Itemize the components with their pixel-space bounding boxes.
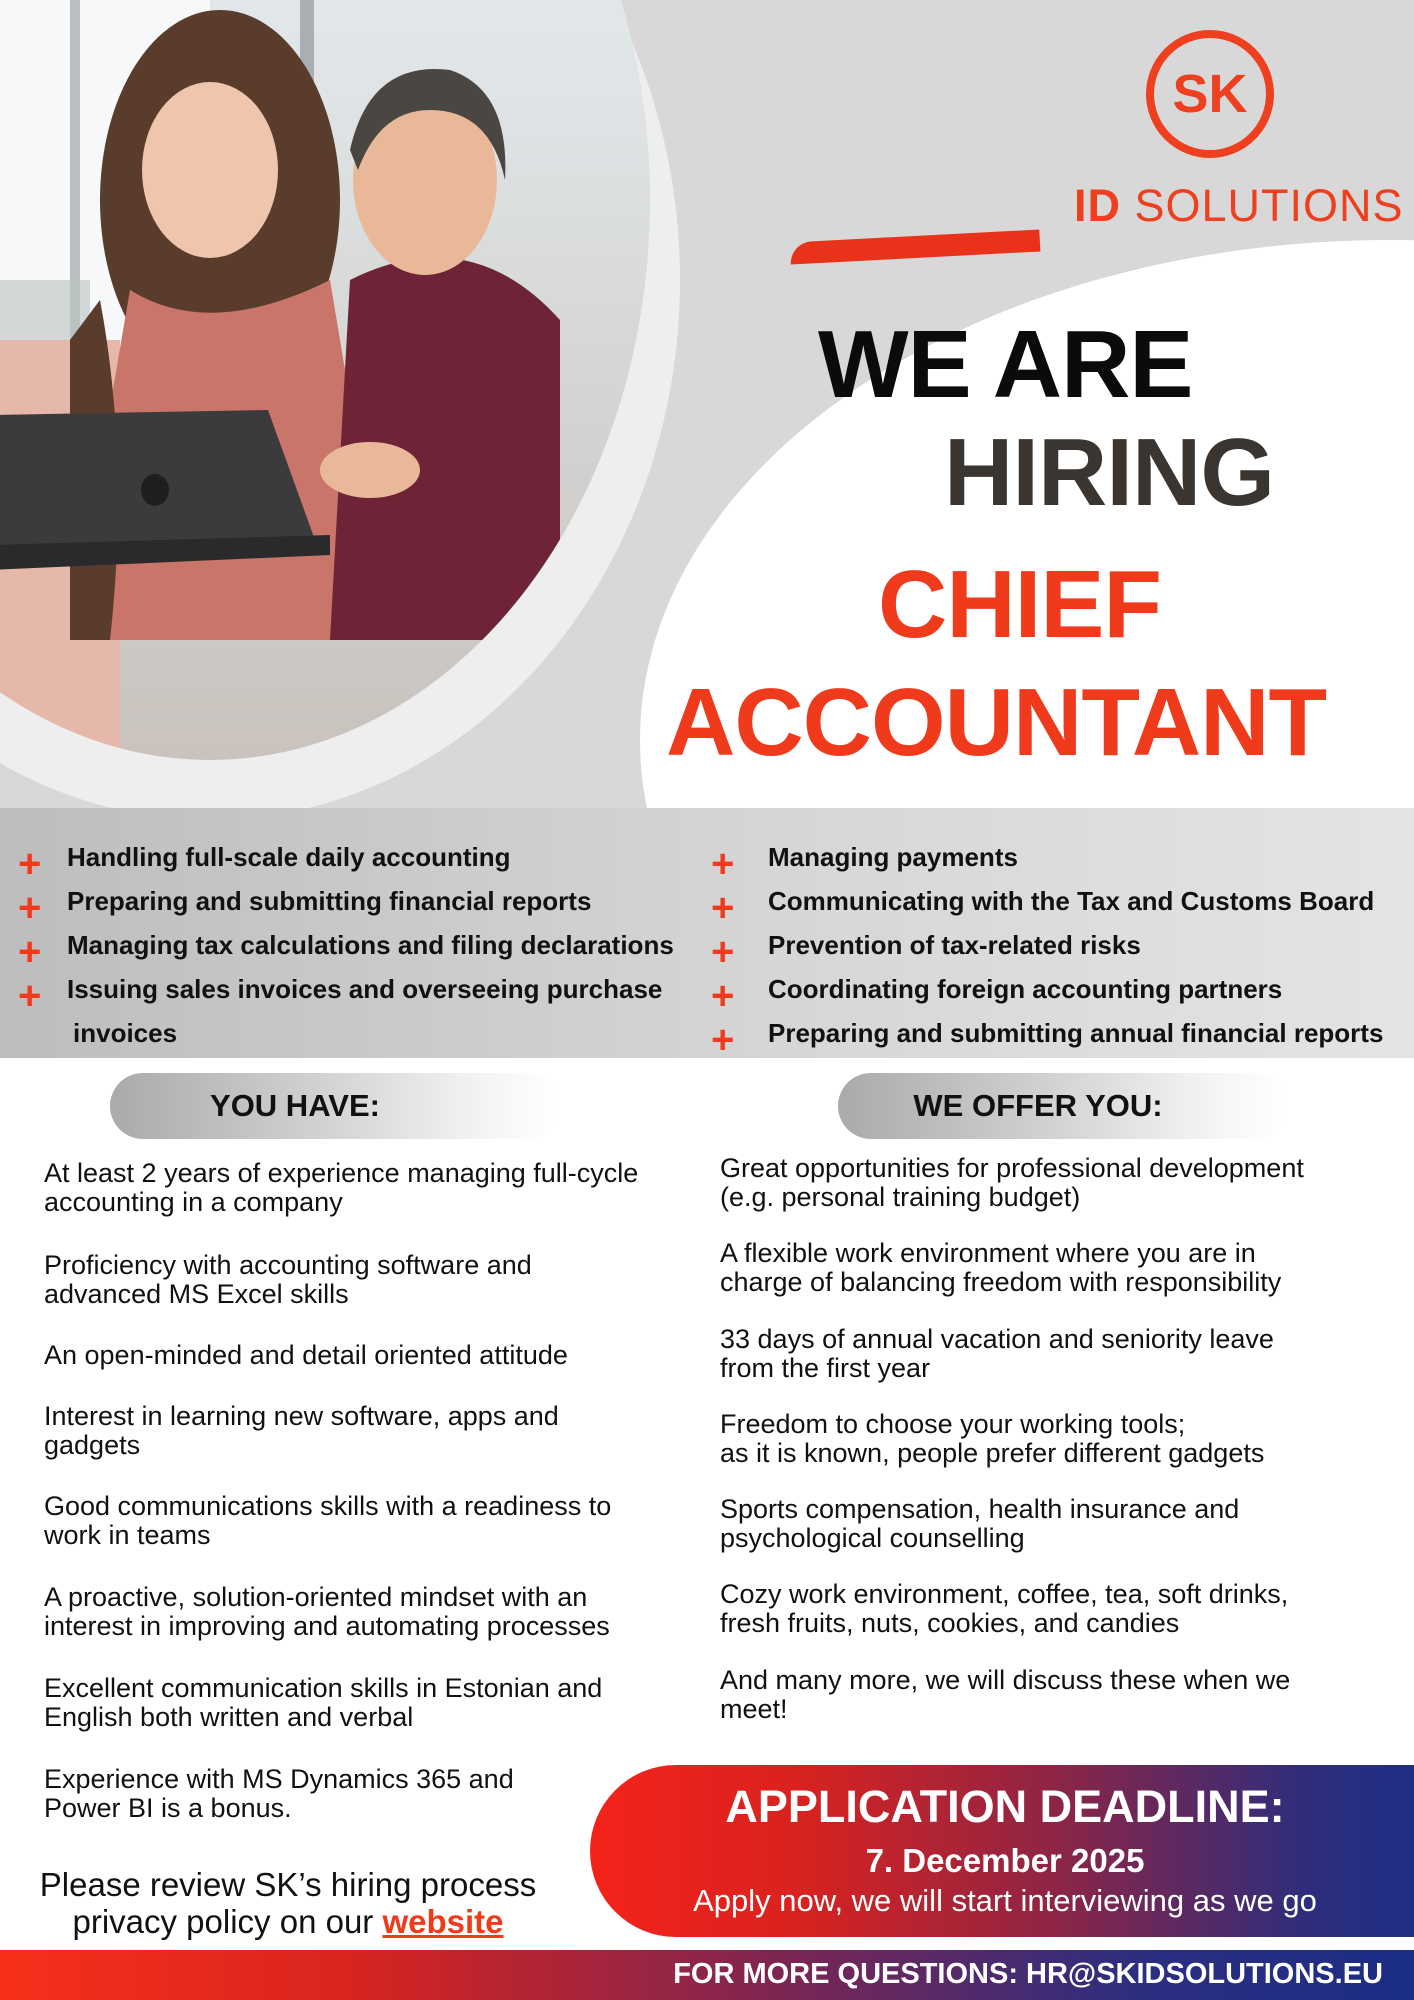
hero-section	[0, 0, 1414, 808]
deadline-note: Apply now, we will start interviewing as we go	[693, 1883, 1317, 1918]
plus-icon: +	[18, 930, 42, 974]
duty-item: Preparing and submitting financial reports	[67, 886, 592, 916]
red-swoosh	[790, 229, 1041, 264]
plus-icon: +	[18, 974, 42, 1018]
logo-solutions-text: SOLUTIONS	[1134, 180, 1404, 231]
requirement-item: Good communications skills with a readiness to work in teams	[44, 1491, 612, 1550]
plus-icon: +	[18, 842, 42, 886]
plus-icon: +	[711, 886, 735, 930]
you-have-heading-text: YOU HAVE:	[210, 1088, 380, 1123]
duty-item: Managing tax calculations and filing declarations	[67, 930, 674, 960]
requirement-item: At least 2 years of experience managing full-cycle accounting in a company	[44, 1158, 639, 1217]
plus-icon: +	[18, 886, 42, 930]
logo-wordmark	[1074, 180, 1404, 232]
duty-item: Issuing sales invoices and overseeing purchase	[67, 974, 663, 1004]
headline-hiring: HIRING	[944, 419, 1274, 526]
benefit-item: A flexible work environment where you are in charge of balancing freedom with responsibility	[720, 1238, 1282, 1297]
we-offer-heading	[838, 1073, 1288, 1139]
duty-item: Handling full-scale daily accounting	[67, 842, 511, 872]
plus-icon: +	[711, 1018, 735, 1062]
duty-item: Communicating with the Tax and Customs Board	[768, 886, 1375, 916]
duty-item: Managing payments	[768, 842, 1018, 872]
role-title-accountant: ACCOUNTANT	[666, 669, 1327, 776]
requirement-item: Experience with MS Dynamics 365 and Power BI is a bonus.	[44, 1764, 514, 1823]
benefit-item: Great opportunities for professional development (e.g. personal training budget)	[720, 1153, 1304, 1212]
plus-icon: +	[711, 842, 735, 886]
requirement-item: A proactive, solution-oriented mindset with an interest in improving and automating processes	[44, 1582, 610, 1641]
logo-id-text: ID	[1074, 180, 1121, 231]
application-deadline-banner	[590, 1765, 1414, 1937]
logo-mark-text: SK	[1172, 64, 1248, 124]
plus-icon: +	[711, 974, 735, 1018]
duty-item: Preparing and submitting annual financial reports	[768, 1018, 1384, 1048]
plus-icon: +	[711, 930, 735, 974]
benefit-item: Cozy work environment, coffee, tea, soft drinks, fresh fruits, nuts, cookies, and candies	[720, 1579, 1289, 1638]
benefit-item: Sports compensation, health insurance and psychological counselling	[720, 1494, 1240, 1553]
we-offer-heading-text: WE OFFER YOU:	[913, 1088, 1163, 1123]
deadline-date: 7. December 2025	[865, 1842, 1145, 1879]
privacy-line-1: Please review SK’s hiring process	[39, 1866, 537, 1903]
footer-bar	[0, 1950, 1414, 2000]
contact-email[interactable]: FOR MORE QUESTIONS: HR@SKIDSOLUTIONS.EU	[673, 1958, 1383, 1990]
deadline-title: APPLICATION DEADLINE:	[725, 1781, 1285, 1832]
requirement-item: Interest in learning new software, apps and gadgets	[44, 1401, 559, 1460]
headline-we-are: WE ARE	[818, 311, 1193, 418]
duty-item-continuation: invoices	[73, 1018, 178, 1048]
privacy-line-2	[18, 1903, 558, 1940]
benefit-item: 33 days of annual vacation and seniority leave from the first year	[720, 1324, 1274, 1383]
privacy-notice	[18, 1866, 558, 1940]
you-have-heading	[110, 1073, 560, 1139]
role-title-chief: CHIEF	[878, 551, 1161, 658]
requirement-item: An open-minded and detail oriented attitude	[44, 1340, 568, 1370]
requirement-item: Proficiency with accounting software and advanced MS Excel skills	[44, 1250, 532, 1309]
duty-item: Coordinating foreign accounting partners	[768, 974, 1283, 1004]
duties-band	[0, 808, 1414, 1062]
website-link[interactable]: website	[382, 1903, 504, 1940]
benefit-item: And many more, we will discuss these when we meet!	[720, 1665, 1291, 1724]
duty-item: Prevention of tax-related risks	[768, 930, 1141, 960]
privacy-line-2-text: privacy policy on our	[72, 1903, 383, 1940]
logo-sk-mark	[1146, 30, 1274, 158]
benefit-item: Freedom to choose your working tools; as it is known, people prefer different gadgets	[720, 1409, 1265, 1468]
requirement-item: Excellent communication skills in Estonian and English both written and verbal	[44, 1673, 603, 1732]
